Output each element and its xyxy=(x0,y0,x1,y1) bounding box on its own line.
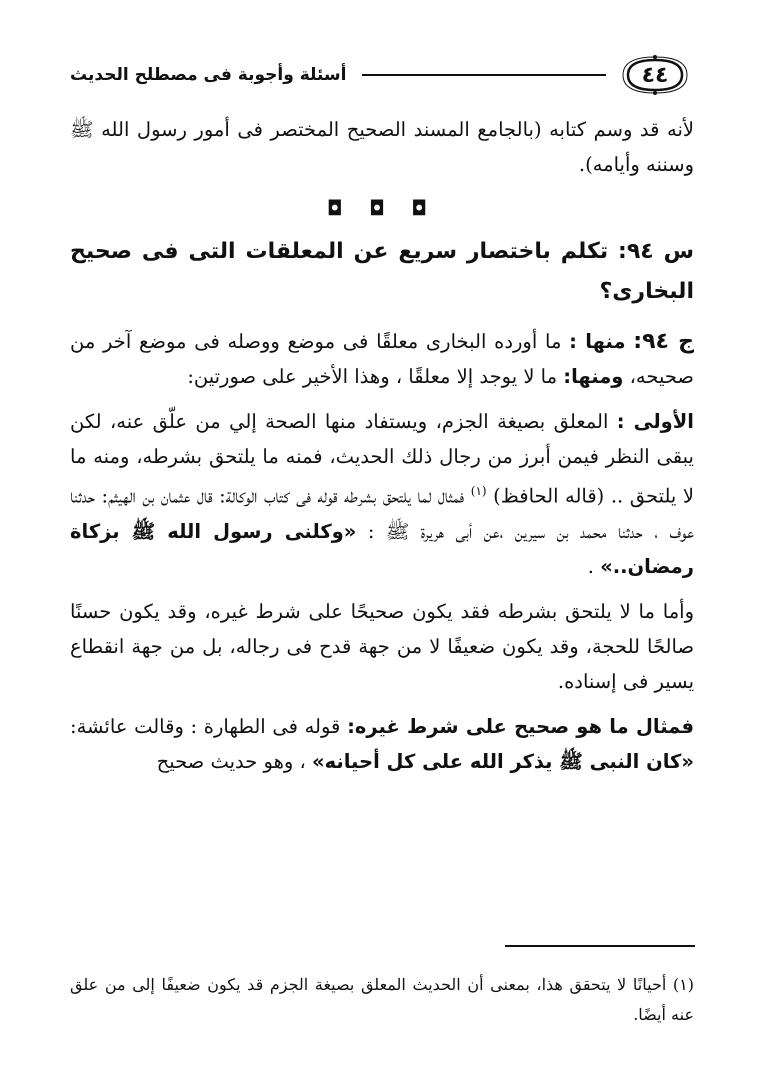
first-form-text-c: . xyxy=(587,554,594,578)
answer-text-1: ما أورده البخارى معلقًا فى موضع ووصله فى موضع آخر من صحيحه، xyxy=(70,330,694,388)
first-form-label: الأولى : xyxy=(616,410,694,433)
second-paragraph: وأما ما لا يلتحق بشرطه فقد يكون صحيحًا على شرط غيره، وقد يكون حسنًا صالحًا للحجة، وقد يكون ضعيفًا لا من جهة قدح فى رجاله، بل من جهة انقطاع يسير فى إسناده. xyxy=(70,599,694,693)
first-form-paragraph xyxy=(70,404,694,584)
footnote-reference[interactable]: (١) xyxy=(470,484,487,498)
footnote-rule xyxy=(505,945,695,947)
page-header xyxy=(70,52,690,98)
minha-label-2: ومنها: xyxy=(563,365,624,388)
first-form-text-b: فمثال لما يلتحق بشرطه قوله فى كتاب الوكالة: قال عثمان بن الهيثم: حدثنا عوف ، حدثنا محمد بن سيرين ،عن أبى هريرة ﷺ : xyxy=(70,484,694,543)
page-number-badge xyxy=(620,55,690,95)
first-form-text-a: المعلق بصيغة الجزم، ويستفاد منها الصحة إلي من علّق عنه، لكن يبقى النظر فيمن أبرز من رجال ذلك الحديث، فمنه ما يلتحق بشرطه، ومنه ما لا يلتحق .. (قاله الحافظ) xyxy=(70,410,695,508)
hadith-quote-1: «وكلنى رسول الله ﷺ بزكاة رمضان..» xyxy=(70,519,694,578)
running-title: أسئلة وأجوبة فى مصطلح الحديث xyxy=(70,65,347,85)
answer-paragraph xyxy=(70,324,694,394)
intro-paragraph: لأنه قد وسم كتابه (بالجامع المسند الصحيح المختصر فى أمور رسول الله ﷺ وسننه وأيامه). xyxy=(70,118,694,176)
third-para-text-a: قوله فى الطهارة : وقالت عائشة: xyxy=(70,714,341,738)
page-body xyxy=(70,112,694,789)
section-divider: ◘ ◘ ◘ xyxy=(326,196,438,220)
question-heading: س ٩٤: تكلم باختصار سريع عن المعلقات التى فى صحيح البخارى؟ xyxy=(70,239,694,304)
minha-label-1: منها : xyxy=(569,330,626,353)
third-para-text-b: ، وهو حديث صحيح xyxy=(156,749,306,773)
page-number: ٤٤ xyxy=(641,62,669,88)
third-paragraph xyxy=(70,709,694,779)
footnote-text: (١) أحيانًا لا يتحقق هذا، بمعنى أن الحديث المعلق بصيغة الجزم قد يكون ضعيفًا إلى من علق عنه أيضًا. xyxy=(70,975,694,1024)
third-para-label: فمثال ما هو صحيح على شرط غيره: xyxy=(347,714,694,738)
hadith-quote-2: «كان النبى ﷺ يذكر الله على كل أحيانه» xyxy=(311,749,694,773)
answer-text-2: ما لا يوجد إلا معلقًا ، وهذا الأخير على صورتين: xyxy=(187,365,558,388)
answer-label: ج ٩٤: xyxy=(633,329,694,354)
header-rule xyxy=(362,74,606,76)
